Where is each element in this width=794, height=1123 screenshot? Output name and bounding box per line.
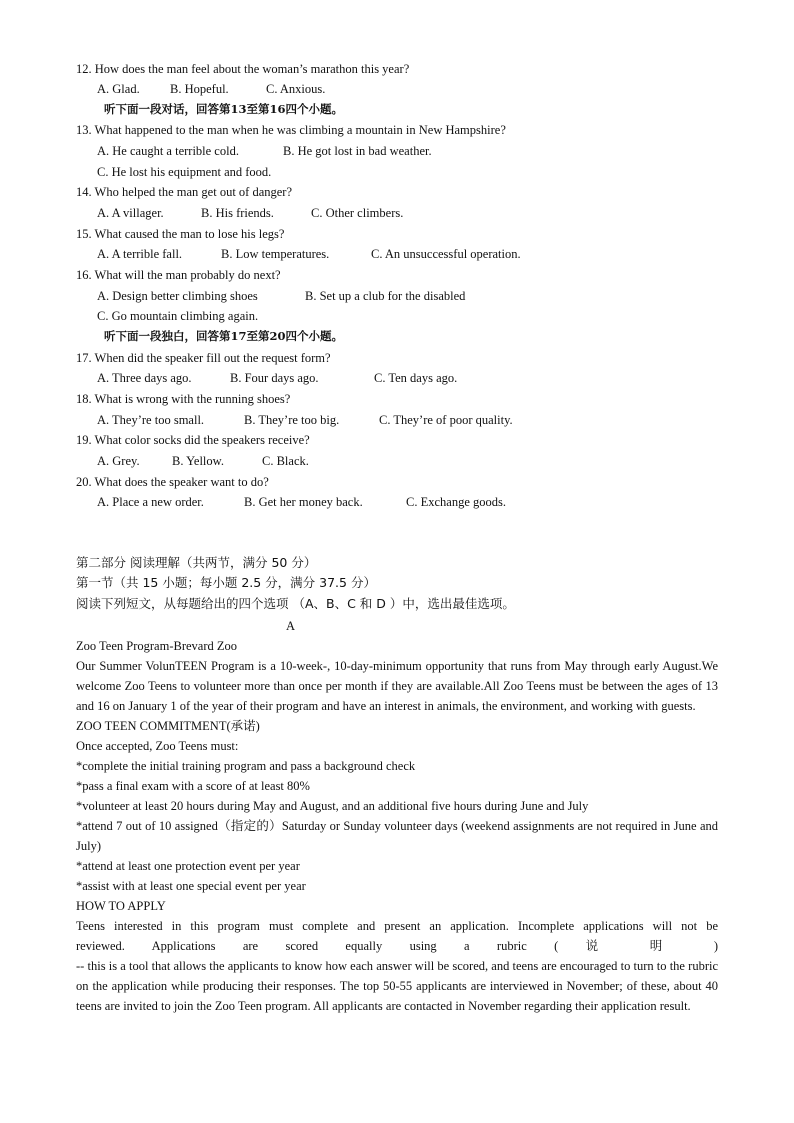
apply-line-2: reviewed. Applications are scored equally using a rubric ( 说 明 ) [76, 939, 718, 953]
option-c: C. Exchange goods. [406, 495, 506, 509]
apply-heading: HOW TO APPLY [76, 899, 166, 913]
option-b: B. He got lost in bad weather. [283, 144, 432, 158]
reading-instruction: 阅读下列短文，从每题给出的四个选项 （A、B、C 和 D ）中，选出最佳选项。 [76, 596, 515, 611]
question-13: 13. What happened to the man when he was climbing a mountain in New Hampshire? [76, 123, 506, 137]
question-18: 18. What is wrong with the running shoes? [76, 392, 291, 406]
option-c: C. Black. [262, 454, 309, 468]
option-b: B. They’re too big. [244, 413, 340, 427]
question-16-options [97, 288, 465, 304]
option-b: B. Yellow. [172, 454, 224, 468]
commitment-bullet: *volunteer at least 20 hours during May and August, and an additional five hours during June and July [76, 799, 589, 813]
option-a: A. Design better climbing shoes [97, 289, 258, 303]
part-title: 第二部分 阅读理解（共两节，满分 50 分） [76, 555, 317, 570]
question-17-options [97, 370, 457, 386]
option-a: A. Grey. [97, 454, 140, 468]
question-15: 15. What caused the man to lose his legs? [76, 227, 285, 241]
passage-label: A [286, 619, 296, 633]
question-20: 20. What does the speaker want to do? [76, 475, 269, 489]
option-a: A. They’re too small. [97, 413, 205, 427]
option-c: C. They’re of poor quality. [379, 413, 513, 427]
option-a: A. Place a new order. [97, 495, 204, 509]
apply-paragraph: -- this is a tool that allows the applicants to know how each answer will be scored, and teens are encouraged to turn to the rubric on the application while producing their responses. The top 50-55 applicants are interviewed in November; of these, about 40 teens are invited to join the Zoo Teen program. All applicants are contacted in November regarding their application result. [76, 959, 718, 1013]
option-a: A. Three days ago. [97, 371, 192, 385]
question-12-options [97, 81, 325, 97]
option-c: C. Go mountain climbing again. [97, 309, 259, 323]
question-17: 17. When did the speaker fill out the request form? [76, 351, 331, 365]
section-title: 第一节（共 15 小题；每小题 2.5 分，满分 37.5 分） [76, 575, 376, 590]
option-c: C. Ten days ago. [374, 371, 458, 385]
question-19-options [97, 453, 309, 469]
commitment-bullet: *complete the initial training program and pass a background check [76, 759, 416, 773]
option-b: B. Low temperatures. [221, 247, 330, 261]
option-c: C. Other climbers. [311, 206, 404, 220]
question-20-options [97, 494, 506, 510]
question-12: 12. How does the man feel about the woman’s marathon this year? [76, 62, 410, 76]
option-a: A. A terrible fall. [97, 247, 183, 261]
option-b: B. Get her money back. [244, 495, 363, 509]
apply-line-1: Teens interested in this program must complete and present an application. Incomplete applications will not be [76, 919, 718, 933]
commitment-bullet: *pass a final exam with a score of at least 80% [76, 779, 310, 793]
passage-paragraph-1: Our Summer VolunTEEN Program is a 10-week-, 10-day-minimum opportunity that runs from May through early August.We welcome Zoo Teens to volunteer more than once per month if they are available.All Zoo Teens must be between the ages of 13 and 16 on January 1 of the year of their program and have an interest in animals, the environment, and working with guests. [76, 659, 718, 713]
option-a: A. He caught a terrible cold. [97, 144, 239, 158]
option-b: B. Hopeful. [170, 82, 229, 96]
option-a: A. A villager. [97, 206, 164, 220]
commitment-heading: ZOO TEEN COMMITMENT(承诺) [76, 719, 260, 733]
instruction-17-20: 听下面一段独白，回答第17至第20四个小题。 [104, 329, 344, 343]
question-15-options [97, 246, 521, 262]
passage-title: Zoo Teen Program-Brevard Zoo [76, 639, 237, 653]
question-14: 14. Who helped the man get out of danger? [76, 185, 293, 199]
commitment-bullet: *attend at least one protection event per year [76, 859, 300, 873]
option-c: C. An unsuccessful operation. [371, 247, 521, 261]
commitment-bullet: *assist with at least one special event per year [76, 879, 306, 893]
option-c: C. Anxious. [266, 82, 326, 96]
question-18-options [97, 412, 513, 428]
question-13-options [97, 143, 432, 159]
passage [76, 636, 718, 1016]
question-16: 16. What will the man probably do next? [76, 268, 281, 282]
option-c: C. He lost his equipment and food. [97, 165, 272, 179]
instruction-13-16: 听下面一段对话，回答第13至第16四个小题。 [104, 102, 344, 116]
question-19: 19. What color socks did the speakers receive? [76, 433, 310, 447]
question-14-options [97, 205, 403, 221]
option-a: A. Glad. [97, 82, 140, 96]
option-b: B. Four days ago. [230, 371, 319, 385]
commitment-bullet: *attend 7 out of 10 assigned（指定的）Saturday or Sunday volunteer days (weekend assignments are not required in June and July) [76, 819, 718, 853]
option-b: B. His friends. [201, 206, 274, 220]
once-accepted-line: Once accepted, Zoo Teens must: [76, 739, 239, 753]
option-b: B. Set up a club for the disabled [305, 289, 466, 303]
